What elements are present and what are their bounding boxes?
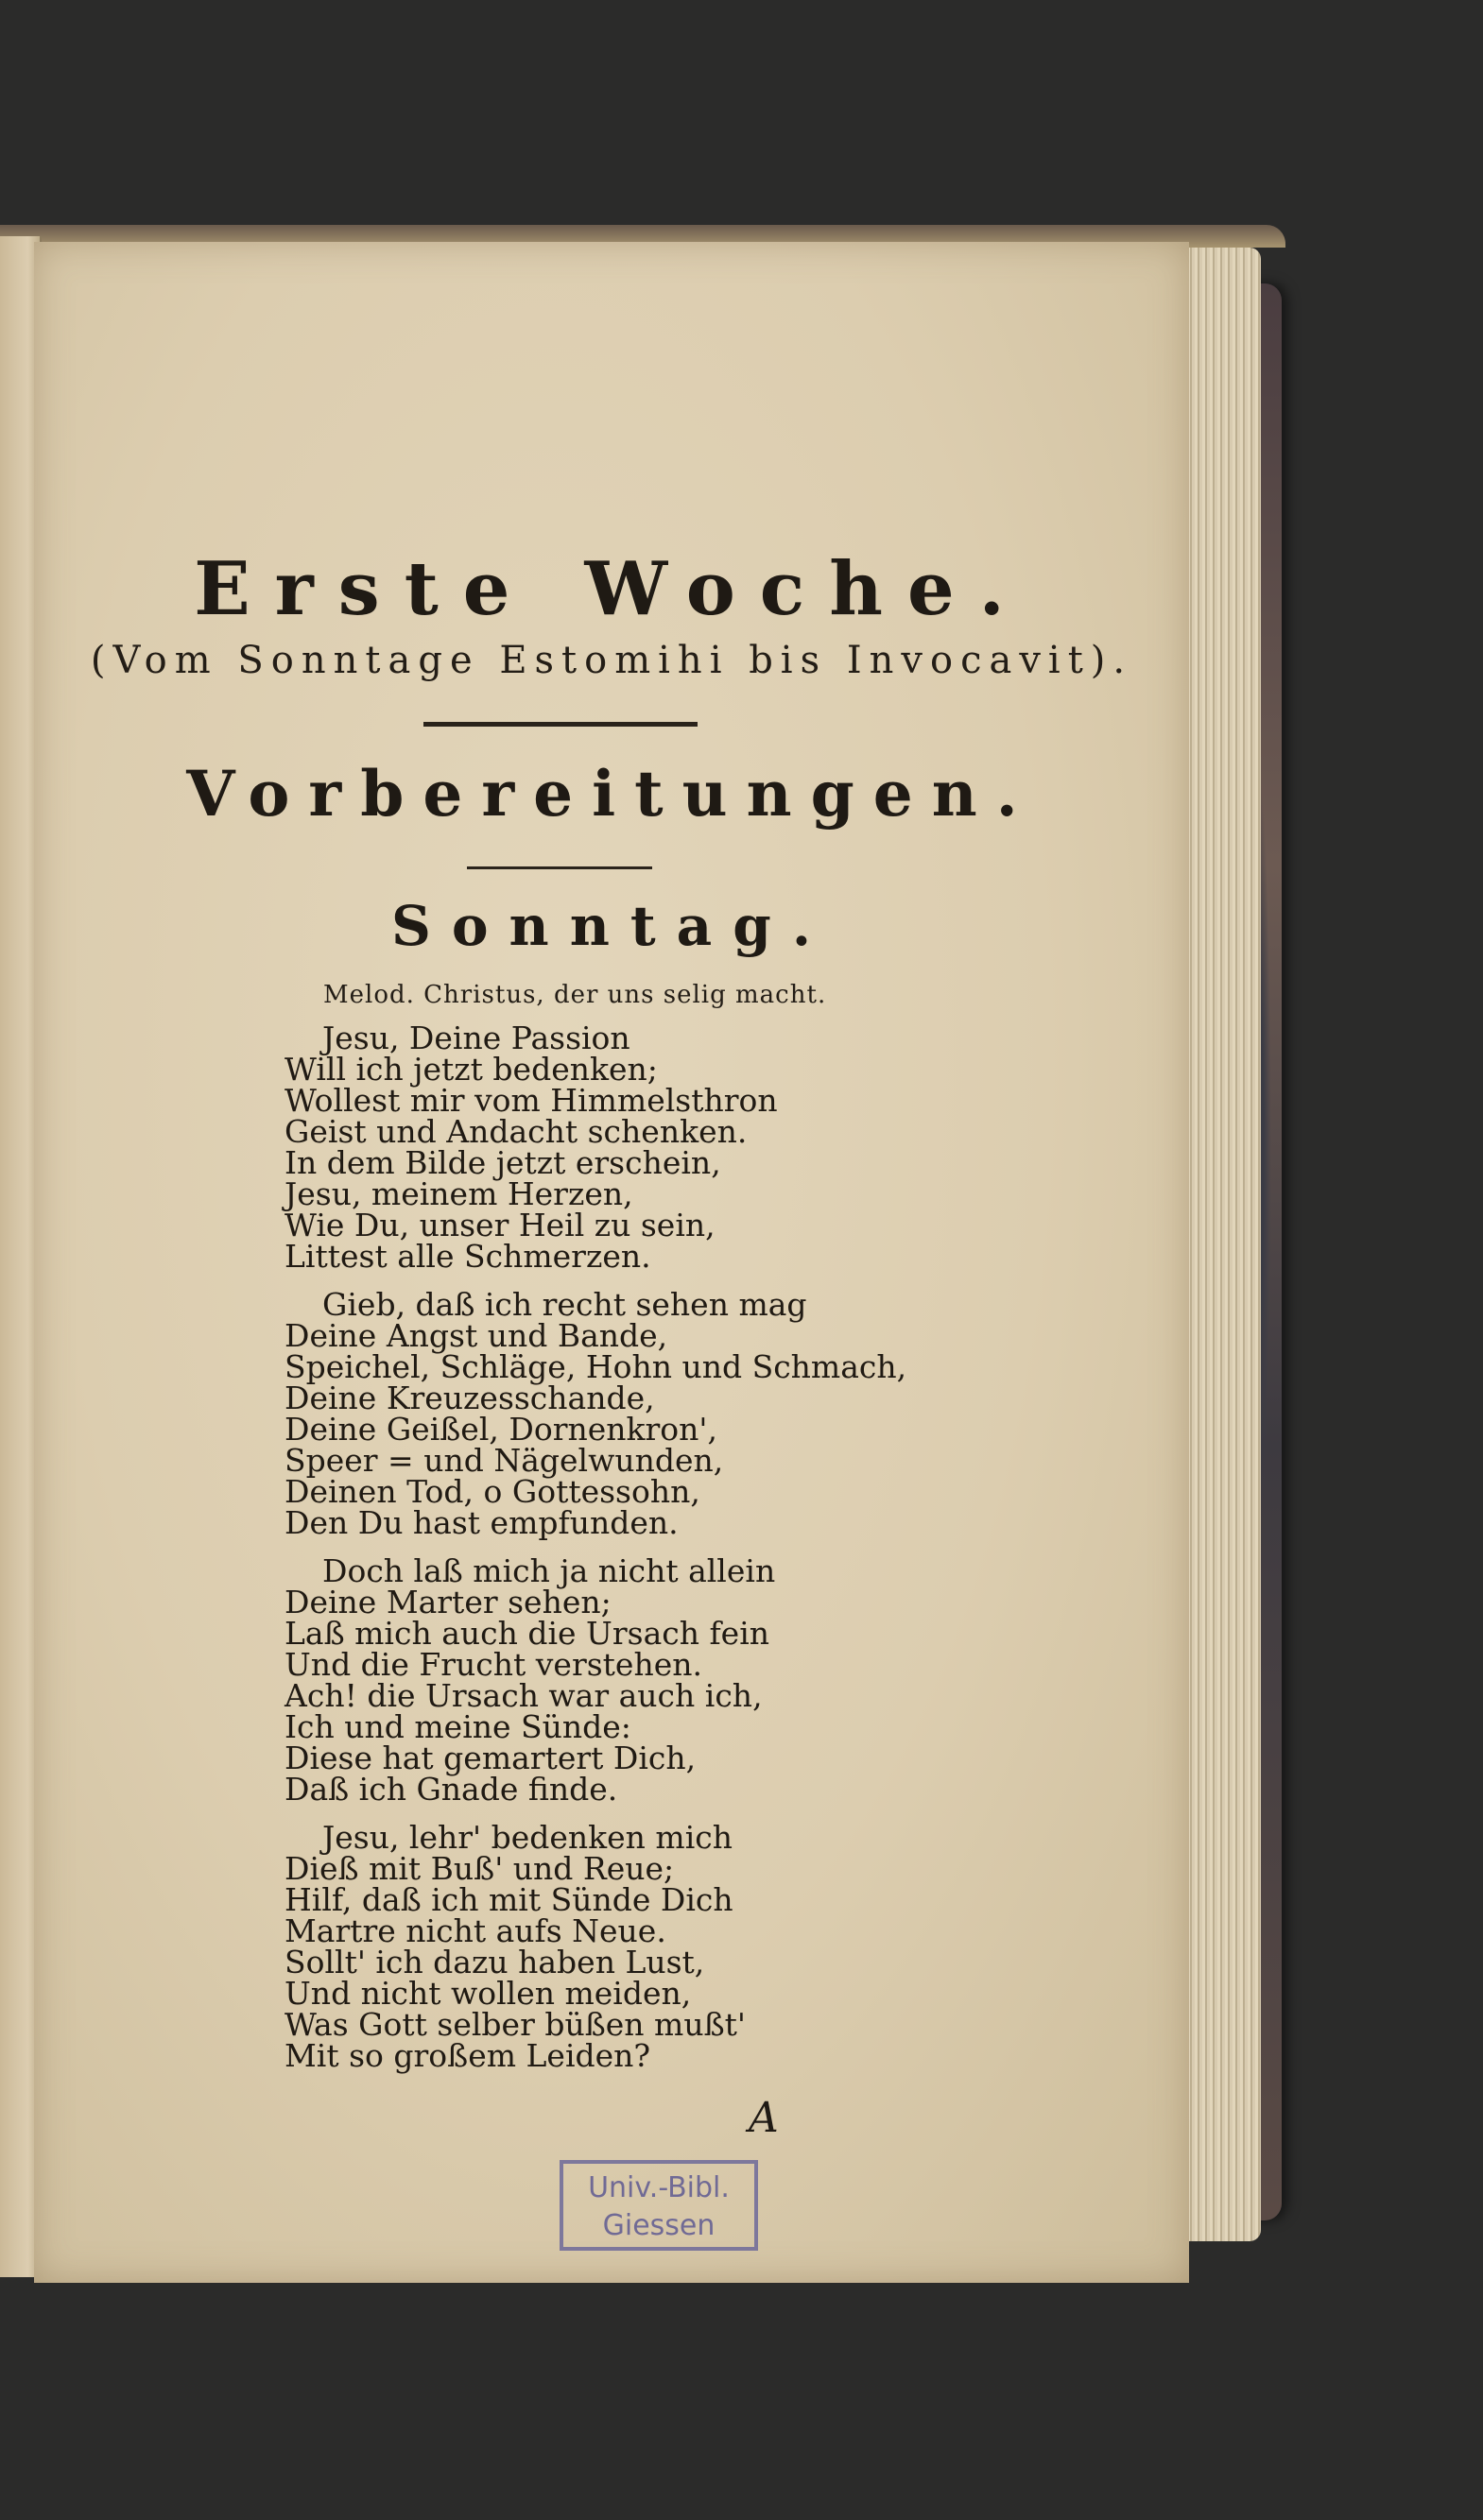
verse-line: Hilf, daß ich mit Sünde Dich <box>285 1881 733 1918</box>
verse-line: Deine Kreuzesschande, <box>285 1380 655 1416</box>
verse-line: Ach! die Ursach war auch ich, <box>285 1677 763 1714</box>
verse-line: Den Du hast empfunden. <box>285 1504 679 1541</box>
verse-line: Wollest mir vom Himmelsthron <box>285 1082 778 1119</box>
verse-line: In dem Bilde jetzt erschein, <box>285 1144 721 1181</box>
week-title: Erste Woche. <box>194 546 1029 632</box>
week-subtitle: (Vom Sonntage Estomihi bis Invocavit). <box>90 639 1133 682</box>
day-title: Sonntag. <box>390 894 833 958</box>
signature-mark: A <box>749 2094 779 2142</box>
verse-line: Und die Frucht verstehen. <box>285 1646 702 1683</box>
hymn-verse <box>285 1819 746 2074</box>
verse-line: Mit so großem Leiden? <box>285 2037 651 2074</box>
stamp-line: Giessen <box>602 2209 716 2242</box>
verse-line: Deine Geißel, Dornenkron', <box>285 1411 717 1448</box>
verse-line: Deinen Tod, o Gottessohn, <box>285 1473 700 1510</box>
book-page <box>34 242 1189 2283</box>
verse-line: Speichel, Schläge, Hohn und Schmach, <box>285 1348 907 1385</box>
verse-line: Und nicht wollen meiden, <box>285 1975 692 2012</box>
verse-line: Diese hat gemartert Dich, <box>285 1740 697 1776</box>
verse-line: Sollt' ich dazu haben Lust, <box>285 1944 705 1980</box>
verse-line: Doch laß mich ja nicht allein <box>322 1552 776 1589</box>
page-edges <box>1180 248 1261 2241</box>
verse-line: Jesu, meinem Herzen, <box>285 1175 633 1212</box>
verse-line: Laß mich auch die Ursach fein <box>285 1615 770 1652</box>
verse-line: Daß ich Gnade finde. <box>285 1771 618 1808</box>
library-stamp <box>560 2160 758 2251</box>
hymn-verse <box>285 1286 907 1541</box>
verse-line: Wie Du, unser Heil zu sein, <box>285 1207 716 1243</box>
verse-line: Martre nicht aufs Neue. <box>285 1912 666 1949</box>
melody-line: Melod. Christus, der uns selig macht. <box>323 981 827 1009</box>
divider-rule <box>423 722 698 727</box>
verse-line: Was Gott selber büßen mußt' <box>285 2006 746 2043</box>
verse-line: Geist und Andacht schenken. <box>285 1113 748 1150</box>
verse-line: Gieb, daß ich recht sehen mag <box>322 1286 807 1323</box>
verse-line: Jesu, lehr' bedenken mich <box>322 1819 733 1856</box>
verse-line: Littest alle Schmerzen. <box>285 1238 651 1275</box>
divider-rule <box>467 866 652 869</box>
verse-line: Speer = und Nägelwunden, <box>285 1442 724 1479</box>
verse-line: Dieß mit Buß' und Reue; <box>285 1850 675 1887</box>
verse-line: Will ich jetzt bedenken; <box>285 1051 658 1088</box>
verse-line: Deine Angst und Bande, <box>285 1317 668 1354</box>
verse-line: Jesu, Deine Passion <box>322 1020 630 1056</box>
section-title: Vorbereitungen. <box>186 757 1037 831</box>
stamp-line: Univ.-Bibl. <box>588 2171 730 2204</box>
hymn-verse <box>285 1552 776 1808</box>
verse-line: Deine Marter sehen; <box>285 1584 612 1620</box>
verse-line: Ich und meine Sünde: <box>285 1708 631 1745</box>
hymn-verse <box>285 1020 778 1275</box>
